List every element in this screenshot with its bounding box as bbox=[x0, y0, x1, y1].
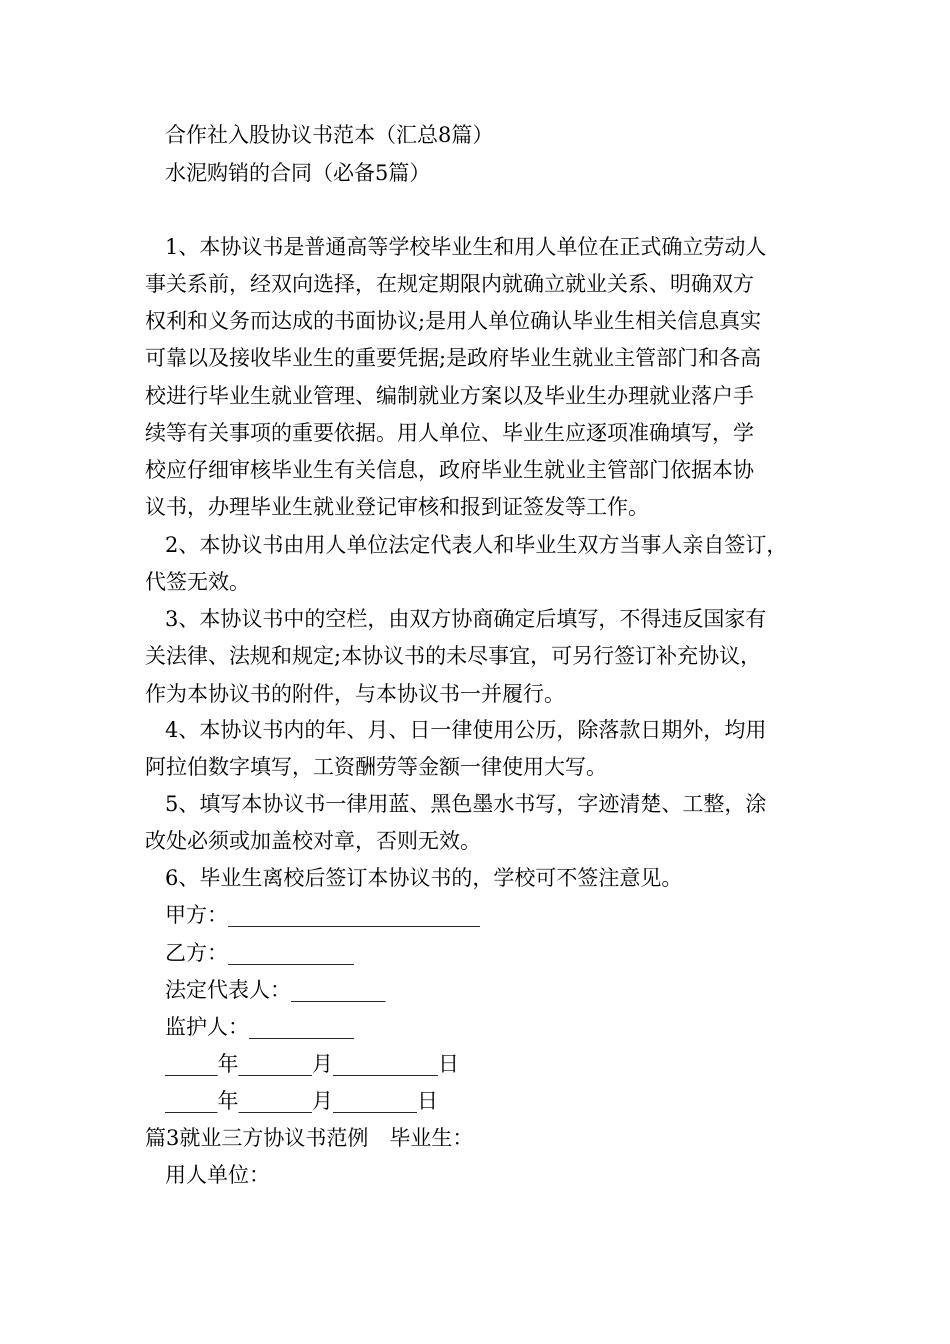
para-4-line-1: 4、本协议书内的年、月、日一律使用公历，除落款日期外，均用 bbox=[165, 718, 767, 742]
para-1-line-3: 权利和义务而达成的书面协议;是用人单位确认毕业生相关信息真实 bbox=[145, 309, 762, 333]
para-5-line-1: 5、填写本协议书一律用蓝、黑色墨水书写，字迹清楚、工整，涂 bbox=[165, 792, 767, 816]
employer-label: 用人单位： bbox=[165, 1163, 270, 1187]
para-1-line-1: 1、本协议书是普通高等学校毕业生和用人单位在正式确立劳动人 bbox=[165, 235, 767, 259]
para-2-line-2: 代签无效。 bbox=[145, 570, 250, 594]
para-3-line-3: 作为本协议书的附件，与本协议书一并履行。 bbox=[145, 682, 565, 706]
date-field-2: _____年_______月________日 bbox=[165, 1089, 438, 1113]
legal-rep-field: 法定代表人：_________ bbox=[165, 978, 386, 1002]
guardian-field: 监护人：__________ bbox=[165, 1015, 354, 1039]
para-4-line-2: 阿拉伯数字填写，工资酬劳等金额一律使用大写。 bbox=[145, 755, 607, 779]
para-1-line-4: 可靠以及接收毕业生的重要凭据;是政府毕业生就业主管部门和各高 bbox=[145, 346, 762, 370]
date-field-1: _____年_______月__________日 bbox=[165, 1052, 459, 1076]
para-6-line-1: 6、毕业生离校后签订本协议书的，学校可不签注意见。 bbox=[165, 866, 683, 890]
related-link-1[interactable]: 合作社入股协议书范本（汇总8篇） bbox=[165, 123, 494, 147]
para-1-line-6: 续等有关事项的重要依据。用人单位、毕业生应逐项准确填写，学 bbox=[145, 421, 754, 445]
para-2-line-1: 2、本协议书由用人单位法定代表人和毕业生双方当事人亲自签订， bbox=[165, 533, 788, 557]
para-1-line-8: 议书，办理毕业生就业登记审核和报到证签发等工作。 bbox=[145, 495, 649, 519]
para-1-line-5: 校进行毕业生就业管理、编制就业方案以及毕业生办理就业落户手 bbox=[145, 384, 754, 408]
related-link-2[interactable]: 水泥购销的合同（必备5篇） bbox=[165, 161, 431, 185]
party-b-field: 乙方：____________ bbox=[165, 941, 354, 965]
para-5-line-2: 改处必须或加盖校对章，否则无效。 bbox=[145, 829, 481, 853]
para-3-line-2: 关法律、法规和规定;本协议书的未尽事宜，可另行签订补充协议， bbox=[145, 644, 762, 668]
para-1-line-7: 校应仔细审核毕业生有关信息，政府毕业生就业主管部门依据本协 bbox=[145, 458, 754, 482]
para-1-line-2: 事关系前，经双向选择，在规定期限内就确立就业关系、明确双方 bbox=[145, 272, 754, 296]
para-3-line-1: 3、本协议书中的空栏，由双方协商确定后填写，不得违反国家有 bbox=[165, 607, 767, 631]
section-3-heading: 篇3就业三方协议书范例 毕业生： bbox=[145, 1126, 474, 1150]
party-a-field: 甲方：________________________ bbox=[165, 903, 480, 927]
